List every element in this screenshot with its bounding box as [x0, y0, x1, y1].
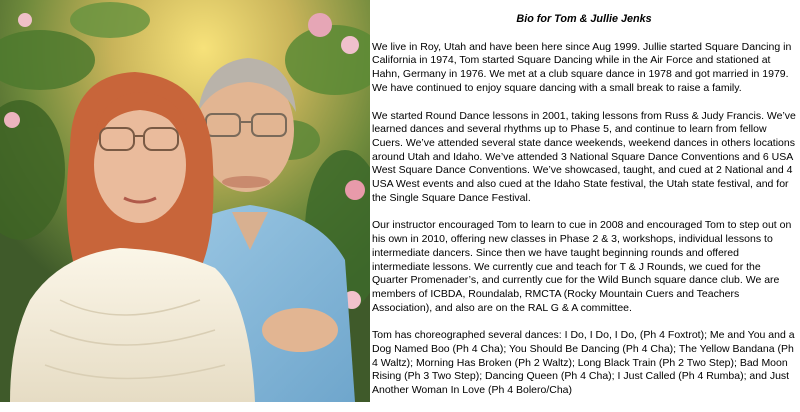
bio-title: Bio for Tom & Jullie Jenks — [516, 13, 652, 25]
bio-text — [372, 13, 796, 412]
bio-paragraph: Our instructor encouraged Tom to learn to cue in 2008 and encouraged Tom to step out on his own in 2010, offering new classes in Phase 2 & 3, workshops, individual lessons to intermediate dancers. Since then we have taught beginning rounds and offered intermediate lessons. We currently cue and teach for T & J Rounds, we cued for the Quarter Promenader’s, and currently cue for the Wild Bunch square dance club. We are members of ICBDA, Roundalab, RMCTA (Rocky Mountain Cuers and Teachers Association), and also are on the RAL G & A committee. — [372, 219, 792, 314]
bio-paragraph: We started Round Dance lessons in 2001, taking lessons from Russ & Judy Francis. We’ve learned dances and several rhythms up to Phase 5, and continue to learn from fellow Cuers. We’ve attended several state dance weekends, weekend dances in others locations around Utah and Idaho. We’ve attended 3 National Square Dance Conventions and 6 USA West Square Dance Conventions. We’ve showcased, taught, and cued at 2 National and 4 USA West events and also cued at the Idaho State festival, the Utah state festival, and for the Single Square Dance Festival. — [372, 109, 796, 204]
bio-paragraph: We live in Roy, Utah and have been here since Aug 1999. Jullie started Square Dancing in California in 1974, Tom started Square Dancing while in the Air Force and stationed at Hahn, Germany in 1976. We met at a club square dance in 1978 and got married in 1979. We have continued to enjoy square dancing with a small break to raise a family. — [372, 40, 792, 94]
couple-photo — [0, 0, 370, 402]
bio-paragraph: Tom has choreographed several dances: I Do, I Do, I Do, (Ph 4 Foxtrot); Me and You and a Dog Named Boo (Ph 4 Cha); You Should Be Dancing (Ph 4 Cha); The Yellow Bandana (Ph 4 Waltz); Morning Has Broken (Ph 2 Waltz); Long Black Train (Ph 2 Two Step); Bad Moon Rising (Ph 3 Two Step); Dancing Queen (Ph 4 Cha); I Just Called (Ph 4 Rumba); and Just Another Woman In Love (Ph 4 Bolero/Cha) — [372, 329, 795, 397]
